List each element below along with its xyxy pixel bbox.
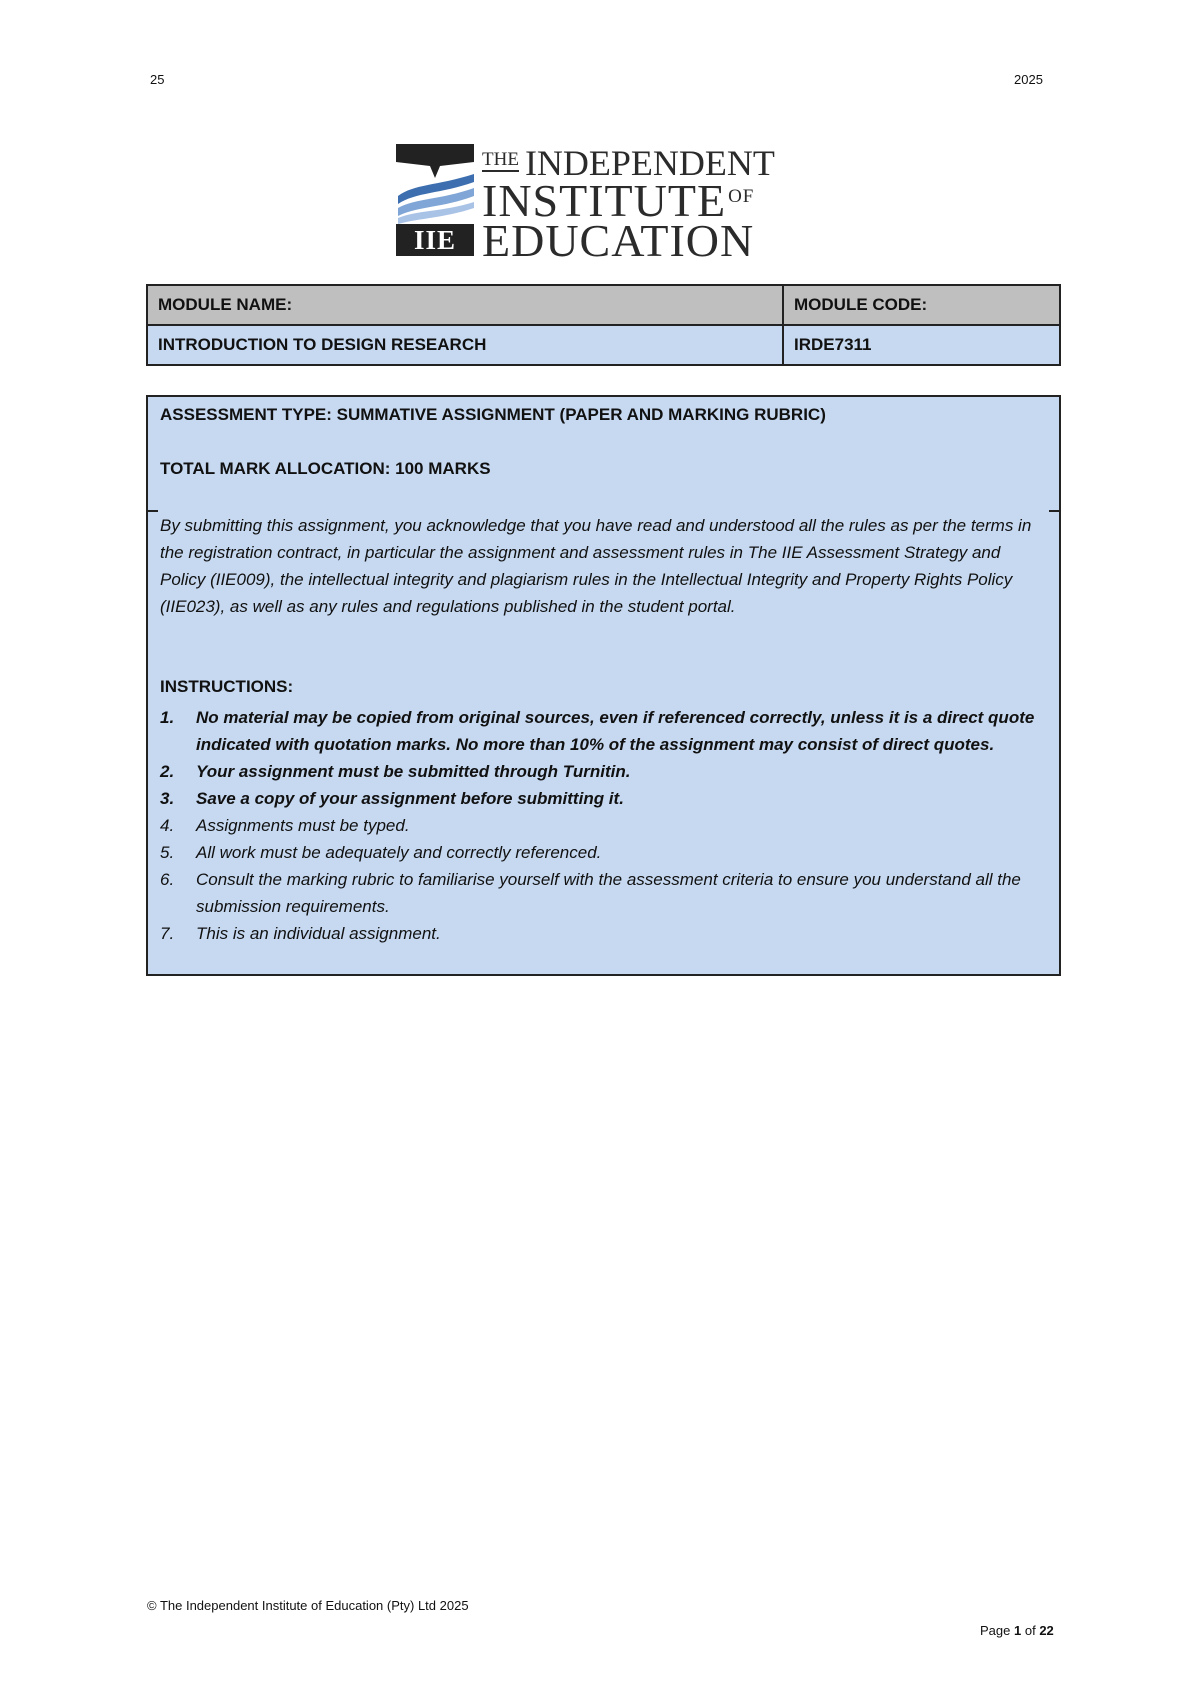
instructions-list [160,704,1040,947]
assessment-info-box [146,395,1061,976]
list-item-text: Save a copy of your assignment before submitting it. [196,789,624,808]
assessment-type: ASSESSMENT TYPE: SUMMATIVE ASSIGNMENT (PAPER AND MARKING RUBRIC) [160,405,826,424]
logo-education: EDUCATION [482,215,755,266]
footer-copyright: © The Independent Institute of Education (Pty) Ltd 2025 [147,1598,469,1613]
logo-independent: INDEPENDENT [524,143,775,183]
page-prefix: Page [980,1623,1011,1638]
list-item-text: Assignments must be typed. [196,816,410,835]
module-code-header: MODULE CODE: [783,285,1060,325]
list-item-text: This is an individual assignment. [196,924,441,943]
list-item-text: All work must be adequately and correctly referenced. [196,843,602,862]
module-table-header-row [147,285,1060,325]
total-mark-allocation: TOTAL MARK ALLOCATION: 100 MARKS [160,459,491,478]
module-code-value: IRDE7311 [783,325,1060,365]
divider-tick-left [146,510,158,512]
list-item-number: 7. [160,924,175,943]
list-item-text: No material may be copied from original sources, even if referenced correctly, unless it is a direct quote indicated with quotation marks. No more than 10% of the assignment may consist of direct quotes. [196,708,1035,754]
header-left-text: 25 [150,72,165,87]
header-right-text: 2025 [1014,72,1043,87]
list-item [160,839,1040,866]
list-item [160,758,1040,785]
list-item [160,920,1040,947]
iie-logo [396,142,816,266]
page-number [980,1623,1054,1638]
module-name-header: MODULE NAME: [147,285,783,325]
page-total: 22 [1039,1623,1054,1638]
list-item [160,785,1040,812]
list-item-text: Consult the marking rubric to familiarise yourself with the assessment criteria to ensure you understand all the submission requirements. [196,870,1021,916]
list-item-number: 5. [160,843,175,862]
list-item-number: 4. [160,816,175,835]
logo-of: OF [728,186,755,207]
page-current: 1 [1014,1623,1022,1638]
list-item [160,704,1040,758]
divider-tick-right [1049,510,1061,512]
module-name-value: INTRODUCTION TO DESIGN RESEARCH [147,325,783,365]
instructions-title: INSTRUCTIONS: [160,677,294,696]
module-table-value-row [147,325,1060,365]
list-item-number: 1. [160,708,175,727]
logo-institute: INSTITUTE [482,175,727,226]
iie-abbreviation: IIE [396,224,474,256]
list-item-number: 6. [160,870,175,889]
logo-the: THE [482,149,519,170]
list-item-text: Your assignment must be submitted through Turnitin. [196,762,631,781]
list-item [160,866,1040,920]
acknowledgement-text: By submitting this assignment, you acknowledge that you have read and understood all the rules as per the terms in the registration contract, in particular the assignment and assessment rules in The IIE Assessment Strategy and Policy (IIE009), the intellectual integrity and plagiarism rules in the Intellectual Integrity and Property Rights Policy (IIE023), as well as any rules and regulations published in the student portal. [160,516,1032,616]
list-item-number: 3. [160,789,175,808]
list-item [160,812,1040,839]
module-info-table [146,284,1061,366]
list-item-number: 2. [160,762,175,781]
page-of: of [1024,1623,1036,1638]
